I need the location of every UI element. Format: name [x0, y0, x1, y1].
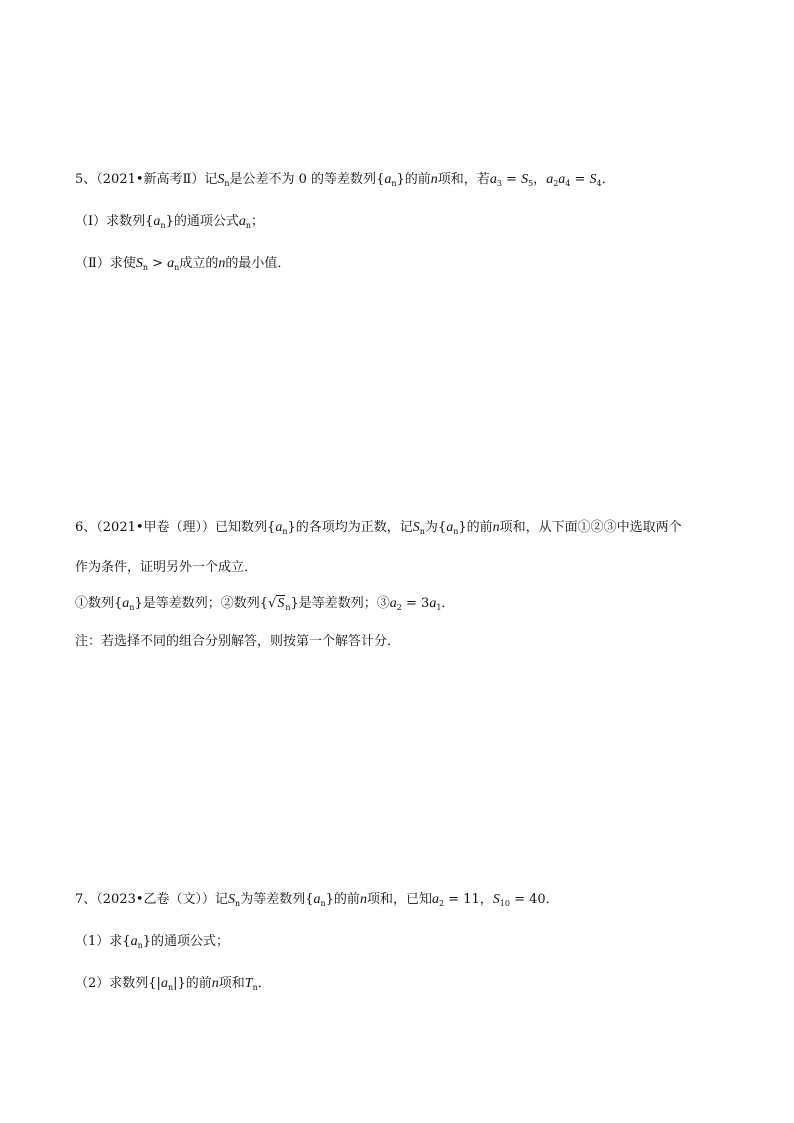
math-variable: a — [384, 172, 392, 187]
math-variable: n — [211, 976, 219, 991]
sqrt-sign-icon: √ — [268, 596, 277, 611]
subscript: 4 — [565, 179, 571, 188]
problem-5-part-1 — [75, 212, 264, 236]
text-run: 项和 — [218, 976, 245, 991]
math-variable: a — [431, 892, 439, 907]
text-run: 的前 — [404, 172, 431, 187]
math-variable: n — [430, 172, 438, 187]
text-run: } — [290, 596, 299, 611]
math-variable: S — [492, 892, 500, 907]
subscript: n — [137, 941, 143, 950]
text-run: ． — [257, 976, 271, 991]
text-run: { — [114, 596, 123, 611]
text-run: ． — [441, 596, 455, 611]
text-run: } — [165, 214, 174, 229]
problem-6-conditions — [75, 594, 454, 618]
subscript: 2 — [553, 179, 559, 188]
text-run: 的前 — [333, 892, 360, 907]
subscript: n — [167, 983, 174, 992]
subscript: 1 — [436, 603, 442, 612]
text-run: 的各项均为正数，记 — [295, 520, 413, 535]
math-variable: S — [135, 256, 143, 271]
math-variable: a — [429, 596, 437, 611]
text-run: { — [376, 172, 385, 187]
text-run: > — [148, 256, 168, 271]
text-run: |} — [173, 976, 186, 991]
math-variable: S — [228, 892, 236, 907]
text-run: } — [142, 934, 151, 949]
text-run: 成立的 — [179, 256, 219, 271]
subscript: n — [252, 983, 258, 992]
text-run: } — [287, 520, 296, 535]
text-run: { — [437, 520, 447, 535]
subscript: 2 — [438, 899, 445, 908]
text-run: 5、（2021•新高考Ⅱ）记 — [75, 172, 218, 187]
text-run: 的通项公式； — [151, 934, 230, 949]
text-run: {| — [148, 976, 161, 991]
math-variable: n — [218, 256, 226, 271]
math-variable: a — [275, 520, 283, 535]
subscript: n — [142, 263, 148, 272]
math-variable: a — [558, 172, 566, 187]
text-run: 的前 — [185, 976, 212, 991]
text-run: 项和，从下面①②③中选取两个 — [499, 520, 682, 535]
text-run: 是公差不为 0 的等差数列 — [229, 172, 377, 187]
text-run: = — [570, 172, 590, 187]
problem-5-part-2 — [75, 254, 290, 278]
subscript: 4 — [596, 179, 602, 188]
problem-6-stem-continued — [75, 558, 257, 578]
text-run: 是等差数列；③ — [298, 596, 390, 611]
text-run: 6、（2021•甲卷（理））已知数列 — [75, 520, 268, 535]
text-run: { — [145, 214, 154, 229]
text-run: = 3 — [401, 596, 430, 611]
math-variable: a — [546, 172, 554, 187]
math-variable: S — [521, 172, 529, 187]
math-variable: a — [489, 172, 497, 187]
text-run: } — [396, 172, 405, 187]
text-run: ①数列 — [75, 596, 115, 611]
text-run: } — [458, 520, 467, 535]
subscript: n — [453, 527, 459, 536]
problem-6-note — [75, 632, 400, 652]
text-run: = — [501, 172, 522, 187]
subscript: n — [129, 603, 135, 612]
text-run: 为 — [424, 520, 438, 535]
text-run: 的通项公式 — [173, 214, 239, 229]
math-variable: a — [446, 520, 454, 535]
subscript: 2 — [396, 603, 402, 612]
text-run: 的最小值． — [225, 256, 291, 271]
text-run: { — [259, 596, 269, 611]
text-run: ； — [251, 214, 265, 229]
text-run: 是等差数列；②数列 — [142, 596, 260, 611]
text-run: } — [134, 596, 143, 611]
text-run: = 11， — [444, 892, 493, 907]
text-run: 为等差数列 — [240, 892, 306, 907]
problem-5-stem — [75, 170, 615, 194]
text-run: } — [325, 892, 334, 907]
text-run: （Ⅱ）求使 — [75, 256, 136, 271]
math-variable: a — [167, 256, 175, 271]
text-run: （1）求 — [75, 934, 123, 949]
subscript: n — [282, 527, 288, 536]
problem-7-part-2 — [75, 974, 271, 998]
text-run: { — [122, 934, 131, 949]
problem-7-part-1 — [75, 932, 229, 956]
problem-7-stem — [75, 890, 559, 914]
text-run: 项和，已知 — [366, 892, 432, 907]
subscript: n — [235, 899, 241, 908]
text-run: 项和，若 — [437, 172, 490, 187]
subscript: n — [320, 899, 326, 908]
math-variable: a — [153, 214, 161, 229]
math-variable: a — [160, 976, 168, 991]
math-variable: a — [313, 892, 321, 907]
subscript: n — [419, 527, 425, 536]
text-run: ． — [601, 172, 615, 187]
math-variable: a — [238, 214, 246, 229]
text-run: 注：若选择不同的组合分别解答，则按第一个解答计分． — [75, 634, 401, 649]
text-run: 作为条件，证明另外一个成立． — [75, 560, 258, 575]
sqrt-variable: S — [277, 596, 285, 611]
text-run: ， — [533, 172, 547, 187]
text-run: { — [267, 520, 276, 535]
math-variable: S — [217, 172, 225, 187]
text-run: （2）求数列 — [75, 976, 149, 991]
text-run: 的前 — [466, 520, 493, 535]
text-run: = 40． — [509, 892, 559, 907]
text-run: （Ⅰ）求数列 — [75, 214, 146, 229]
text-run: 7、（2023•乙卷（文））记 — [75, 892, 229, 907]
math-variable: a — [389, 596, 397, 611]
subscript: n — [245, 221, 252, 230]
subscript: n — [174, 263, 180, 272]
math-variable: n — [492, 520, 500, 535]
problem-6-stem — [75, 518, 682, 542]
subscript: 3 — [496, 179, 502, 188]
math-variable: S — [589, 172, 597, 187]
subscript: 5 — [528, 179, 534, 188]
subscript: 10 — [499, 899, 510, 908]
subscript: n — [224, 179, 230, 188]
math-variable: S — [412, 520, 420, 535]
math-variable: n — [359, 892, 367, 907]
text-run: { — [305, 892, 314, 907]
math-variable: T — [244, 976, 253, 991]
subscript: n — [285, 603, 291, 612]
math-variable: a — [122, 596, 130, 611]
math-variable: a — [130, 934, 138, 949]
subscript: n — [391, 179, 397, 188]
subscript: n — [160, 221, 166, 230]
